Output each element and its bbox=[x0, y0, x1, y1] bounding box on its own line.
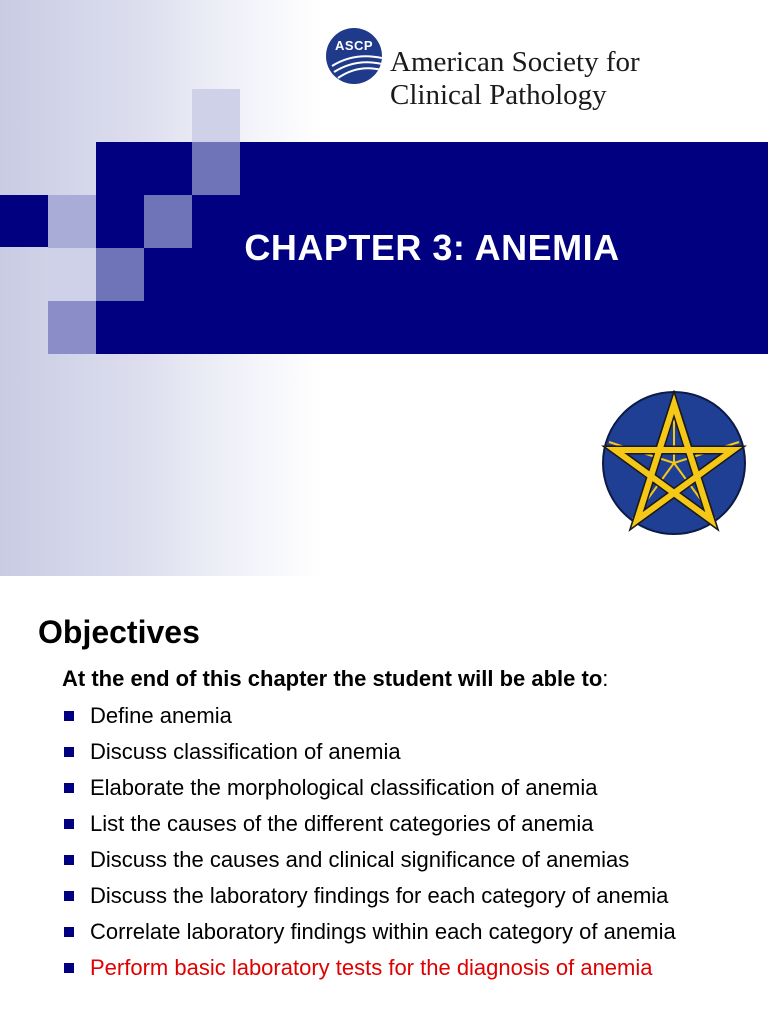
objective-item bbox=[60, 736, 750, 767]
objective-item bbox=[60, 808, 750, 839]
bullet-square-icon bbox=[64, 891, 74, 901]
decor-square bbox=[192, 142, 240, 195]
objective-item-highlighted bbox=[60, 952, 750, 983]
star-emblem-icon bbox=[601, 390, 747, 536]
objective-text: Correlate laboratory findings within each category of anemia bbox=[90, 919, 676, 944]
bullet-square-icon bbox=[64, 819, 74, 829]
objective-item bbox=[60, 700, 750, 731]
objective-text: Elaborate the morphological classification of anemia bbox=[90, 775, 598, 800]
objective-text: Perform basic laboratory tests for the diagnosis of anemia bbox=[90, 955, 653, 980]
objectives-slide bbox=[0, 576, 768, 1024]
logo-abbreviation: ASCP bbox=[334, 38, 374, 53]
objective-text: Define anemia bbox=[90, 703, 232, 728]
bullet-square-icon bbox=[64, 747, 74, 757]
objective-text: Discuss the laboratory findings for each category of anemia bbox=[90, 883, 669, 908]
objective-text: Discuss the causes and clinical significance of anemias bbox=[90, 847, 630, 872]
slide-title: CHAPTER 3: ANEMIA bbox=[244, 227, 620, 268]
decor-square bbox=[48, 195, 96, 248]
bullet-square-icon bbox=[64, 711, 74, 721]
bullet-square-icon bbox=[64, 855, 74, 865]
objectives-list bbox=[60, 700, 750, 988]
intro-text: At the end of this chapter the student will be able to bbox=[62, 666, 603, 691]
decor-square bbox=[48, 301, 96, 354]
logo-text bbox=[390, 46, 640, 112]
objective-item bbox=[60, 916, 690, 947]
objective-item bbox=[60, 880, 690, 911]
ascp-logo-mark bbox=[326, 28, 382, 84]
bullet-square-icon bbox=[64, 783, 74, 793]
objectives-intro bbox=[62, 666, 608, 692]
objectives-heading: Objectives bbox=[38, 614, 200, 650]
objective-item bbox=[60, 844, 750, 875]
ascp-logo bbox=[326, 28, 686, 128]
objective-text: List the causes of the different categories of anemia bbox=[90, 811, 594, 836]
title-band-left bbox=[0, 195, 48, 247]
logo-line-1: American Society for bbox=[390, 46, 640, 78]
logo-line-2: Clinical Pathology bbox=[390, 79, 607, 111]
objective-item bbox=[60, 772, 750, 803]
logo-swoosh-icon bbox=[326, 28, 382, 84]
bullet-square-icon bbox=[64, 963, 74, 973]
bullet-square-icon bbox=[64, 927, 74, 937]
decor-square bbox=[48, 248, 96, 301]
intro-colon: : bbox=[602, 666, 609, 691]
decor-square bbox=[192, 89, 240, 142]
objective-text: Discuss classification of anemia bbox=[90, 739, 401, 764]
